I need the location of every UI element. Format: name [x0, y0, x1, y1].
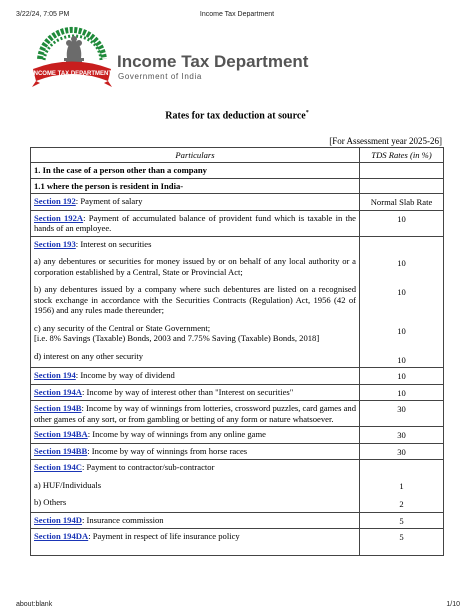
section-194-link[interactable]: Section 194: [34, 370, 76, 381]
rate-cell: 10: [360, 210, 444, 236]
tds-rates-table: [30, 147, 444, 556]
assessment-year: [For Assessment year 2025-26]: [329, 136, 442, 146]
table-row: Section 194C: Payment to contractor/sub-contractor a) HUF/Individuals b) Others 1 2: [31, 460, 444, 512]
table-row: Section 194A: Income by way of interest other than "Interest on securities" 10: [31, 384, 444, 400]
section-194da-link[interactable]: Section 194DA: [34, 531, 89, 542]
section-194d-link[interactable]: Section 194D: [34, 514, 82, 525]
table-row: Section 194: Income by way of dividend 10: [31, 368, 444, 384]
department-subtitle: Government of India: [118, 72, 202, 81]
section-194ba-link[interactable]: Section 194BA: [34, 429, 88, 440]
section-193-item-b: b) any debentures issued by a company where such debentures are listed on a recognised stock exchange in accordance with the Securities Contracts (Regulation) Act, 1956 (42 of 1956) and any rules made thereunder;: [34, 284, 356, 316]
rate-cell: 10: [397, 286, 406, 297]
print-url: about:blank: [16, 601, 53, 608]
rate-cell: 10: [360, 368, 444, 384]
rate-cell: 10: [397, 257, 406, 268]
svg-text:INCOME TAX DEPARTMENT: INCOME TAX DEPARTMENT: [31, 71, 113, 77]
print-datetime: 3/22/24, 7:05 PM: [16, 11, 70, 18]
section-194c-item-b: b) Others: [34, 497, 67, 508]
income-tax-emblem-logo: [30, 25, 114, 89]
section-194bb-link[interactable]: Section 194BB: [34, 445, 88, 456]
table-row: Section 194DA: Payment in respect of life insurance policy 5: [31, 529, 444, 556]
rate-cell: 5: [360, 529, 444, 556]
rate-cell: 10: [397, 325, 406, 336]
section-193-item-d: d) interest on any other security: [34, 350, 144, 361]
table-row: Section 192A: Payment of accumulated balance of provident fund which is taxable in the hands of an employee. 10: [31, 210, 444, 236]
rate-cell: 10: [397, 354, 406, 365]
table-row: [31, 163, 444, 178]
department-title: Income Tax Department: [117, 52, 309, 71]
table-row: Section 194D: Insurance commission 5: [31, 512, 444, 528]
section-193-item-a: a) any debentures or securities for money issued by or on behalf of any local authority or a corporation established by a Central, State or Provincial Act;: [34, 256, 356, 277]
section-193-item-c-note: [i.e. 8% Savings (Taxable) Bonds, 2003 and 7.75% Saving (Taxable) Bonds, 2018]: [34, 333, 320, 344]
rate-cell: Normal Slab Rate: [360, 194, 444, 210]
print-page-number: 1/10: [446, 601, 460, 608]
rate-cell: 1: [399, 481, 404, 492]
table-header-row: [31, 148, 444, 163]
table-row: Section 192: Payment of salary Normal Slab Rate: [31, 194, 444, 210]
section-194c-item-a: a) HUF/Individuals: [34, 479, 102, 490]
rate-cell: 2: [399, 499, 404, 510]
section-193-item-c: c) any security of the Central or State Government;: [34, 322, 211, 333]
section-194b-link[interactable]: Section 194B: [34, 403, 82, 414]
section-192a-link[interactable]: Section 192A: [34, 212, 84, 223]
section-194c-link[interactable]: Section 194C: [34, 462, 82, 473]
section-193-link[interactable]: Section 193: [34, 238, 76, 249]
table-row: Section 193: Interest on securities a) any debentures or securities for money issued by or on behalf of any local authority or a corporation established by a Central, State or Provincial Act; b) any debentures issued by a company where such debentures are listed on a recognised stock exchange in accordance with the Securities Contracts (Regulation) Act, 1956 (42 of 1956) and any rules made thereunder; c) any security of the Central or State Government; [i.e. 8% Savings (Taxable) Bonds, 2003 and 7.75% Saving (Taxable) Bonds, 2018] d) interest on any other security 10 10 10 10: [31, 236, 444, 367]
rates-header: TDS Rates (in %): [360, 148, 444, 163]
rate-cell: 30: [360, 427, 444, 443]
table-row: Section 194BA: Income by way of winnings from any online game 30: [31, 427, 444, 443]
rate-cell: 30: [360, 401, 444, 427]
section-192-link[interactable]: Section 192: [34, 196, 76, 207]
subsection-heading: 1.1 where the person is resident in India-: [31, 178, 360, 193]
title-footnote-mark: *: [305, 110, 309, 116]
rate-cell: 30: [360, 443, 444, 459]
table-row: [31, 178, 444, 193]
print-page-title: Income Tax Department: [199, 11, 275, 18]
particulars-header: Particulars: [31, 148, 360, 163]
section-194a-link[interactable]: Section 194A: [34, 386, 82, 397]
rate-cell: 5: [360, 512, 444, 528]
rate-cell: 10: [360, 384, 444, 400]
section-heading: 1. In the case of a person other than a company: [31, 163, 360, 178]
document-title: Rates for tax deduction at source*: [165, 110, 309, 122]
table-row: Section 194BB: Income by way of winnings from horse races 30: [31, 443, 444, 459]
table-row: Section 194B: Income by way of winnings from lotteries, crossword puzzles, card games and other games of any sort, or from gambling or betting of any form or nature whatsoever. 30: [31, 401, 444, 427]
